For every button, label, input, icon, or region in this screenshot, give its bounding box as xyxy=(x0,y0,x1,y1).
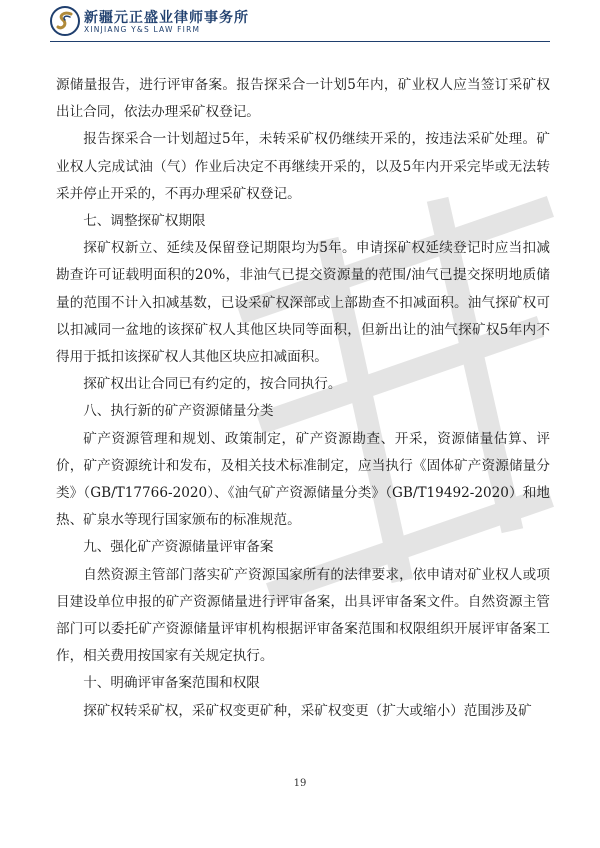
paragraph: 探矿权新立、延续及保留登记期限均为5年。申请探矿权延续登记时应当扣减勘查许可证载明面积的20%，非油气已提交资源量的范围/油气已提交探明地质储量的范围不计入扣减基数，已设采矿权深部或上部勘查不扣减面积。油气探矿权可以扣减同一盆地的该探矿权人其他区块同等面积，但新出让的油气探矿权5年内不得用于抵扣该探矿权人其他区块应扣减面积。 xyxy=(56,240,550,366)
page-header xyxy=(0,0,600,44)
section-heading: 九、强化矿产资源储量评审备案 xyxy=(83,539,274,556)
paragraph: 报告探采合一计划超过5年，未转采矿权仍继续开采的，按违法采矿处理。矿业权人完成试油（气）作业后决定不再继续开采的，以及5年内开采完毕或无法转采并停止开采的，不再办理采矿权登记。 xyxy=(56,131,550,202)
paragraph: 自然资源主管部门落实矿产资源国家所有的法律要求，依申请对矿业权人或项目建设单位申报的矿产资源储量进行评审备案，出具评审备案文件。自然资源主管部门可以委托矿产资源储量评审机构根据评审备案范围和权限组织开展评审备案工作，相关费用按国家有关规定执行。 xyxy=(56,566,550,665)
section-heading: 八、执行新的矿产资源储量分类 xyxy=(83,403,274,420)
firm-name-en: XINJIANG Y&S LAW FIRM xyxy=(84,25,201,34)
section-heading: 七、调整探矿权期限 xyxy=(83,213,206,230)
section-heading: 十、明确评审备案范围和权限 xyxy=(83,675,260,692)
document-body xyxy=(56,72,550,725)
paragraph: 探矿权出让合同已有约定的，按合同执行。 xyxy=(83,376,342,393)
firm-name-cn: 新疆元正盛业律师事务所 xyxy=(84,10,249,26)
header-divider xyxy=(50,41,550,42)
paragraph: 探矿权转采矿权，采矿权变更矿种，采矿权变更（扩大或缩小）范围涉及矿 xyxy=(83,702,532,719)
firm-logo-icon xyxy=(50,6,80,36)
page-number: 19 xyxy=(293,778,307,789)
paragraph: 矿产资源管理和规划、政策制定，矿产资源勘查、开采，资源储量估算、评价，矿产资源统计和发布，及相关技术标准制定，应当执行《固体矿产资源储量分类》（GB/T17766-2020）、《油气矿产资源储量分类》（GB/T19492-2020）和地热、矿泉水等现行国家颁布的标准规范。 xyxy=(56,430,550,529)
paragraph: 源储量报告，进行评审备案。报告探采合一计划5年内，矿业权人应当签订采矿权出让合同，依法办理采矿权登记。 xyxy=(56,77,550,121)
